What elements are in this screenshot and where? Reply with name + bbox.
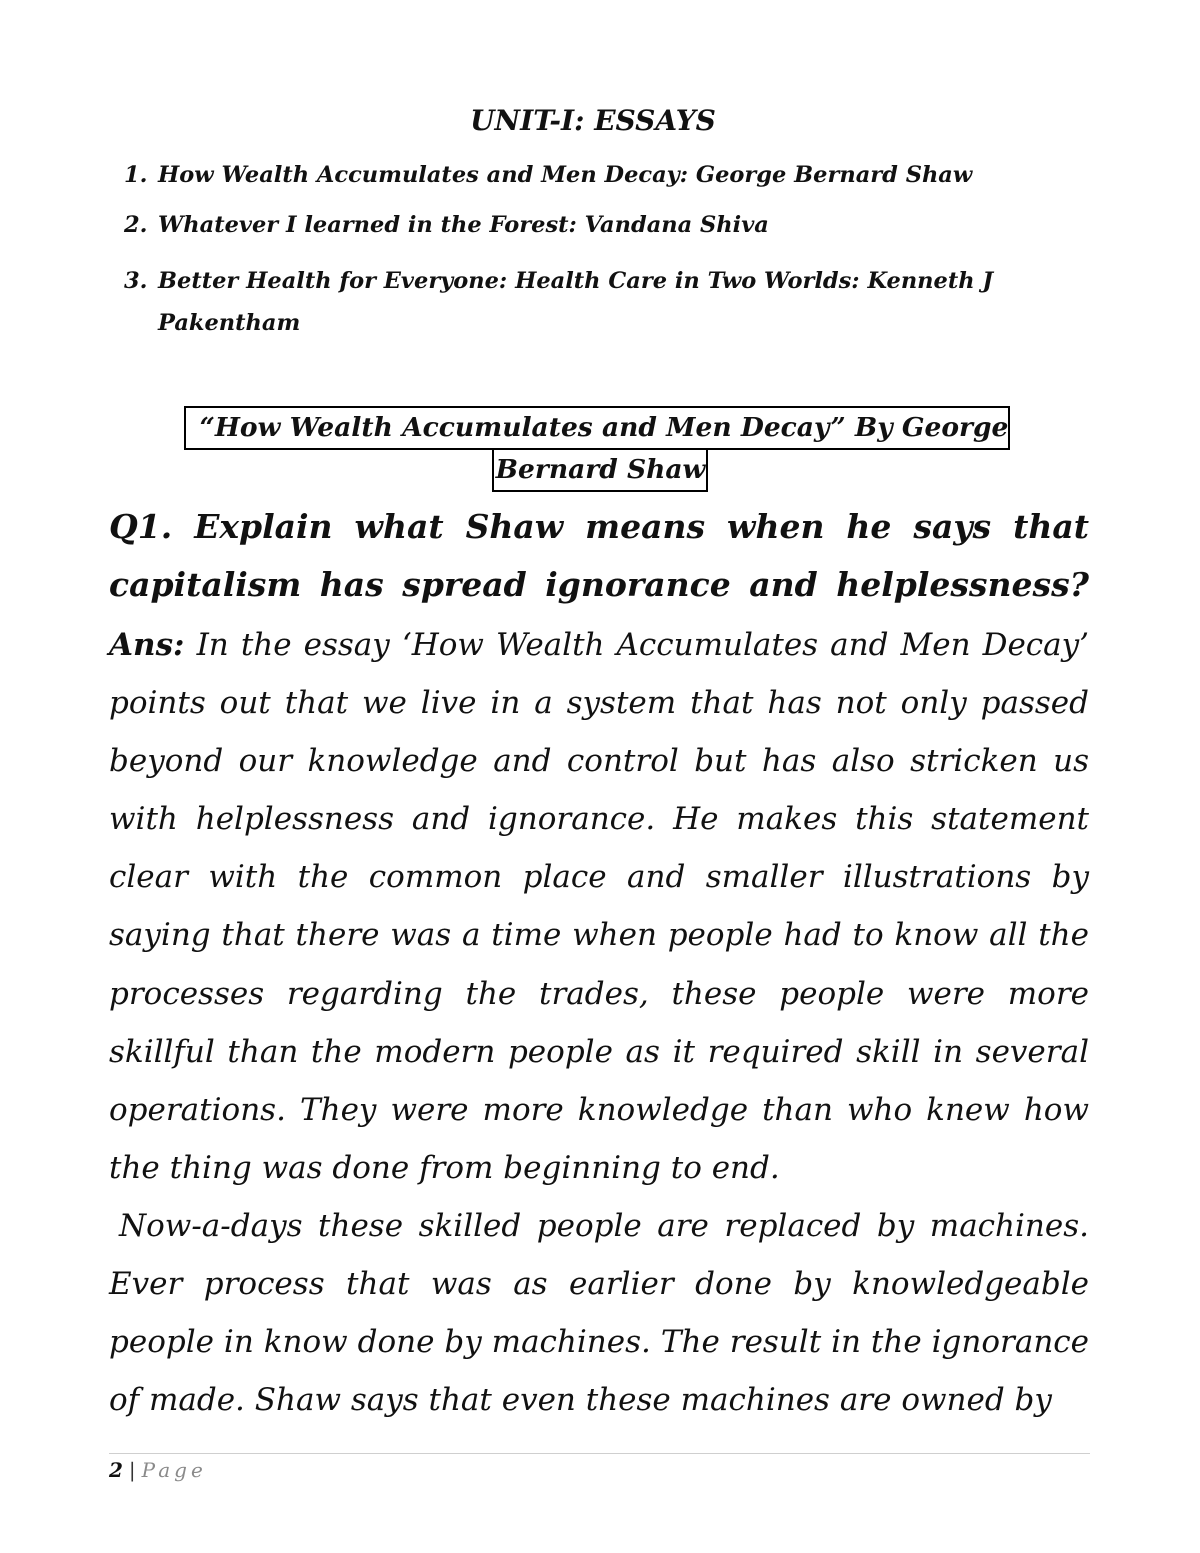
essay-list-text: Better Health for Everyone: Health Care in Two Worlds: Kenneth J Pakentham — [158, 268, 994, 336]
essay-heading-line2: Bernard Shaw — [492, 450, 709, 492]
footer-divider — [109, 1453, 1090, 1454]
essay-list — [124, 154, 1084, 344]
answer-block — [109, 616, 1089, 1429]
essay-list-number: 3. — [124, 268, 148, 294]
essay-list-item — [124, 154, 1084, 196]
essay-list-text: How Wealth Accumulates and Men Decay: George Bernard Shaw — [158, 162, 973, 188]
answer-paragraph-1-text: In the essay ‘How Wealth Accumulates and Men Decay’ points out that we live in a system that has not only passed beyond our knowledge and control but has also stricken us with helplessness and ignorance. He makes this statement clear with the common place and smaller illustrations by saying that there was a time when people had to know all the processes regarding the trades, these people were more skillful than the modern people as it required skill in several operations. They were more knowledge than who knew how the thing was done from beginning to end. — [109, 627, 1090, 1186]
page-footer — [109, 1456, 207, 1484]
answer-paragraph-1 — [109, 616, 1089, 1197]
essay-list-number: 1. — [124, 162, 148, 188]
essay-list-text: Whatever I learned in the Forest: Vandana Shiva — [158, 212, 769, 238]
essay-list-item — [124, 260, 1084, 344]
answer-paragraph-2: Now-a-days these skilled people are replaced by machines. Ever process that was as earlier done by knowledgeable people in know done by machines. The result in the ignorance of made. Shaw says that even these machines are owned by — [109, 1207, 1089, 1419]
page-number: 2 — [109, 1458, 123, 1482]
essay-heading-line1: “How Wealth Accumulates and Men Decay” By George — [184, 406, 1011, 450]
essay-heading — [0, 406, 1200, 492]
footer-separator: | — [128, 1458, 136, 1482]
page-word: Page — [141, 1458, 207, 1482]
essay-list-number: 2. — [124, 212, 148, 238]
essay-list-item — [124, 204, 1084, 246]
answer-label: Ans: — [109, 627, 185, 663]
question-text: Q1. Explain what Shaw means when he says that capitalism has spread ignorance and helplessness? — [109, 507, 1089, 604]
unit-title: UNIT-I: ESSAYS — [470, 104, 716, 137]
